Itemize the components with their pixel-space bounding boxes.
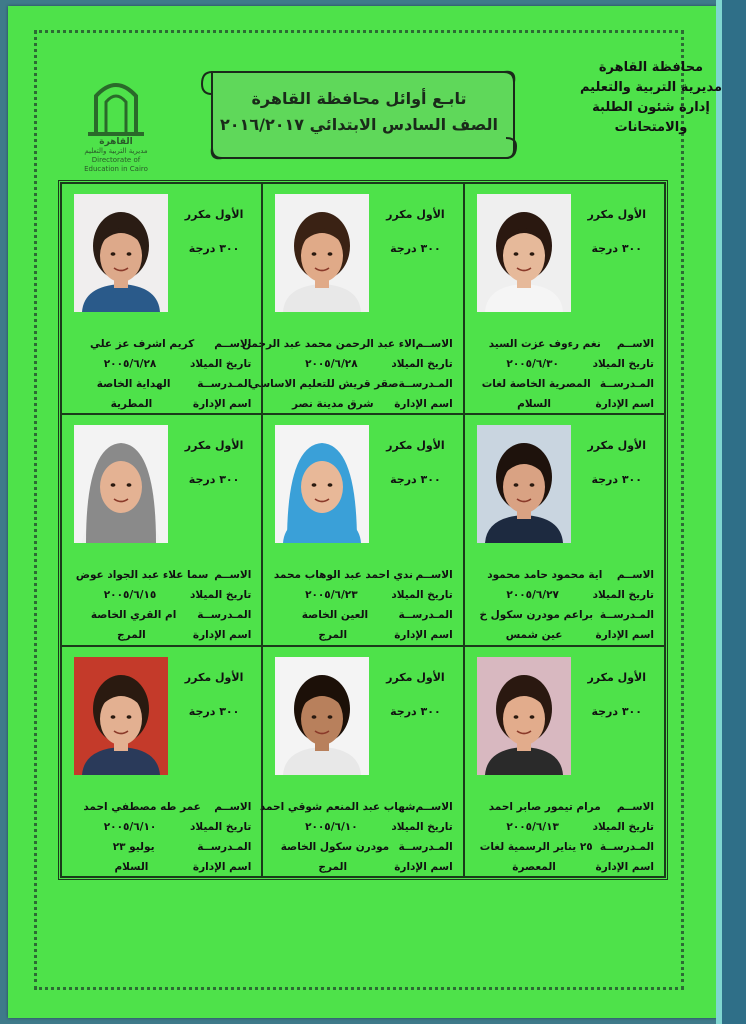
- admin-label: اسم الإدارة: [192, 860, 252, 873]
- birth-row: [473, 585, 654, 605]
- student-portrait-icon: [275, 425, 369, 543]
- school-row: [249, 374, 453, 394]
- title-banner: [198, 62, 520, 162]
- admin-name: السلام: [517, 398, 552, 410]
- birth-label: تاريخ الميلاد: [190, 820, 252, 833]
- student-photo: [477, 425, 571, 543]
- student-card: [61, 646, 262, 877]
- name-label: الاســم: [415, 800, 453, 813]
- rank-label: الأول مكرر: [184, 670, 244, 684]
- name-label: الاســم: [415, 338, 453, 350]
- student-info: [70, 565, 251, 645]
- school-name: المصرية الخاصة لغات: [481, 378, 591, 390]
- birth-date: ٢٠٠٥/٦/٢٣: [305, 589, 358, 602]
- rank-label: الأول مكرر: [587, 208, 646, 221]
- school-name: الهداية الخاصة: [96, 378, 171, 390]
- admin-name: المعصرة: [512, 860, 556, 873]
- student-portrait-icon: [74, 657, 168, 775]
- birth-label: تاريخ الميلاد: [391, 820, 453, 833]
- school-name: ٢٥ يناير الرسمية لغات: [479, 840, 593, 853]
- school-name: العين الخاصة: [301, 609, 369, 622]
- student-photo: [275, 425, 369, 543]
- student-name: سما علاء عبد الجواد عوض: [75, 569, 209, 582]
- student-name: اية محمود حامد محمود: [487, 569, 603, 582]
- school-label: المـدرســة: [197, 378, 252, 390]
- birth-date: ٢٠٠٥/٦/٢٨: [305, 358, 358, 370]
- name-row: [259, 797, 453, 817]
- admin-label: اسم الإدارة: [192, 629, 252, 642]
- student-card: [464, 414, 665, 645]
- birth-date: ٢٠٠٥/٦/١٥: [103, 589, 157, 602]
- admin-row: [271, 857, 452, 877]
- name-row: [70, 334, 251, 354]
- student-portrait-icon: [477, 194, 571, 312]
- student-name: نغم رءوف عزت السيد: [488, 338, 601, 350]
- name-row: [473, 797, 654, 817]
- student-card: [259, 646, 463, 877]
- name-label: الاســم: [214, 569, 252, 582]
- rank-label: الأول مكرر: [386, 670, 445, 684]
- student-photo: [74, 425, 168, 543]
- admin-label: اسم الإدارة: [394, 629, 453, 642]
- student-info: [473, 565, 654, 645]
- birth-label: تاريخ الميلاد: [592, 589, 654, 602]
- student-card: [61, 414, 262, 645]
- rank-label: الأول مكرر: [587, 670, 646, 684]
- school-label: المـدرســة: [599, 840, 654, 853]
- birth-row: [70, 585, 251, 605]
- name-label: الاســم: [415, 569, 453, 582]
- school-name: براعم مودرن سكول خ: [479, 609, 594, 622]
- student-portrait-icon: [275, 194, 369, 312]
- student-card: [262, 414, 463, 645]
- score-label: ٣٠٠ درجة: [188, 242, 240, 255]
- birth-label: تاريخ الميلاد: [391, 358, 453, 370]
- student-info: [473, 334, 654, 414]
- student-name: مرام تيمور صابر احمد: [488, 800, 601, 813]
- student-portrait-icon: [275, 657, 369, 775]
- student-card: [61, 183, 262, 414]
- student-photo: [74, 657, 168, 775]
- school-name: صقر قريش للتعليم الاساسي: [249, 378, 399, 390]
- admin-row: [70, 625, 251, 645]
- birth-row: [473, 817, 654, 837]
- student-name: ندي احمد عبد الوهاب محمد: [273, 569, 413, 582]
- admin-label: اسم الإدارة: [394, 860, 453, 873]
- admin-row: [271, 625, 452, 645]
- student-photo: [275, 657, 369, 775]
- admin-name: المطرية: [110, 398, 153, 410]
- school-row: [70, 374, 251, 394]
- score-label: ٣٠٠ درجة: [390, 473, 441, 487]
- admin-label: اسم الإدارة: [595, 398, 654, 410]
- student-info: [241, 334, 453, 414]
- school-name: ام القري الخاصة: [90, 609, 177, 622]
- rank-label: الأول مكرر: [184, 208, 244, 221]
- name-label: الاســم: [616, 800, 654, 813]
- rank-label: الأول مكرر: [386, 439, 445, 453]
- student-name: الاء عبد الرحمن محمد عبد الرحمن: [241, 338, 416, 350]
- logo-title: القاهرة: [99, 137, 133, 147]
- student-portrait-icon: [74, 194, 168, 312]
- birth-row: [271, 585, 452, 605]
- birth-date: ٢٠٠٥/٦/٢٨: [103, 358, 157, 370]
- admin-label: اسم الإدارة: [595, 860, 654, 873]
- admin-label: اسم الإدارة: [192, 398, 252, 410]
- student-portrait-icon: [477, 425, 571, 543]
- student-info: [271, 565, 452, 645]
- title-line-1: تابـع أوائل محافظة القاهرة: [251, 89, 467, 108]
- department-line: إدارة شئون الطلبة والامتحانات: [592, 100, 710, 135]
- name-row: [70, 565, 251, 585]
- name-row: [70, 797, 251, 817]
- birth-date: ٢٠٠٥/٦/٢٧: [506, 589, 559, 602]
- admin-name: عين شمس: [505, 629, 563, 642]
- admin-label: اسم الإدارة: [595, 629, 654, 642]
- admin-row: [473, 857, 654, 877]
- school-label: المـدرســة: [398, 378, 453, 390]
- score-label: ٣٠٠ درجة: [591, 473, 642, 487]
- student-card: [464, 646, 665, 877]
- score-label: ٣٠٠ درجة: [390, 242, 441, 255]
- school-row: [70, 837, 251, 857]
- name-label: الاســم: [214, 800, 252, 813]
- admin-row: [473, 625, 654, 645]
- admin-name: المرج: [318, 860, 348, 873]
- school-name: مودرن سكول الخاصة: [280, 840, 390, 853]
- name-row: [473, 334, 654, 354]
- title-line-2: الصف السادس الابتدائي ٢٠١٦/٢٠١٧: [220, 115, 498, 134]
- name-label: الاســم: [616, 569, 654, 582]
- school-row: [271, 837, 452, 857]
- birth-row: [271, 354, 452, 374]
- admin-row: [271, 394, 452, 414]
- school-row: [473, 374, 654, 394]
- student-portrait-icon: [74, 425, 168, 543]
- rank-label: الأول مكرر: [587, 439, 646, 453]
- birth-date: ٢٠٠٥/٦/١٠: [305, 820, 358, 833]
- student-name: شهاب عبد المنعم شوقي احمد: [259, 800, 416, 813]
- school-label: المـدرســة: [398, 609, 453, 622]
- student-info: [473, 797, 654, 877]
- birth-date: ٢٠٠٥/٦/١٣: [506, 820, 559, 833]
- birth-row: [271, 817, 452, 837]
- birth-date: ٢٠٠٥/٦/١٠: [103, 820, 157, 833]
- name-row: [473, 565, 654, 585]
- score-label: ٣٠٠ درجة: [591, 704, 642, 718]
- admin-row: [70, 857, 251, 877]
- birth-label: تاريخ الميلاد: [592, 358, 654, 370]
- rank-label: الأول مكرر: [386, 208, 445, 221]
- student-name: كريم اشرف عز علي: [89, 338, 195, 350]
- birth-label: تاريخ الميلاد: [190, 358, 252, 370]
- student-name: عمر طه مصطفي احمد: [83, 800, 201, 813]
- school-name: يوليو ٢٣: [112, 840, 155, 853]
- admin-name: شرق مدينة نصر: [292, 398, 374, 410]
- student-card: [241, 183, 463, 414]
- directorate-block: [576, 58, 726, 138]
- school-label: المـدرســة: [599, 378, 654, 390]
- score-label: ٣٠٠ درجة: [591, 242, 642, 255]
- birth-label: تاريخ الميلاد: [190, 589, 252, 602]
- name-row: [271, 565, 452, 585]
- birth-row: [70, 354, 251, 374]
- birth-label: تاريخ الميلاد: [592, 820, 654, 833]
- student-info: [70, 334, 251, 414]
- student-info: [259, 797, 453, 877]
- student-info: [70, 797, 251, 877]
- student-portrait-icon: [477, 657, 571, 775]
- sheet-edge: [716, 0, 722, 1024]
- student-photo: [477, 657, 571, 775]
- score-label: ٣٠٠ درجة: [390, 704, 441, 718]
- school-label: المـدرســة: [599, 609, 654, 622]
- directorate-line: مديرية التربية والتعليم: [579, 80, 723, 95]
- logo-caption-ar: مديرية التربية والتعليم: [84, 147, 148, 155]
- admin-row: [70, 394, 251, 414]
- school-label: المـدرســة: [197, 840, 252, 853]
- score-label: ٣٠٠ درجة: [188, 473, 240, 487]
- logo-caption: [76, 138, 156, 174]
- student-photo: [275, 194, 369, 312]
- rank-label: الأول مكرر: [184, 439, 244, 453]
- birth-row: [473, 354, 654, 374]
- logo-caption-en: Directorate of Education in Cairo: [84, 156, 148, 173]
- school-row: [271, 605, 452, 625]
- governorate-line: محافظة القاهرة: [598, 60, 704, 75]
- student-photo: [74, 194, 168, 312]
- name-label: الاســم: [616, 338, 654, 350]
- name-row: [241, 334, 453, 354]
- students-grid: [58, 180, 668, 880]
- school-label: المـدرســة: [197, 609, 252, 622]
- student-card: [464, 183, 665, 414]
- student-photo: [477, 194, 571, 312]
- birth-label: تاريخ الميلاد: [391, 589, 453, 602]
- school-row: [473, 605, 654, 625]
- birth-date: ٢٠٠٥/٦/٣٠: [506, 358, 559, 370]
- school-row: [473, 837, 654, 857]
- school-row: [70, 605, 251, 625]
- school-label: المـدرســة: [398, 840, 453, 853]
- admin-name: المرج: [117, 629, 146, 642]
- admin-row: [473, 394, 654, 414]
- birth-row: [70, 817, 251, 837]
- name-label: الاســم: [214, 338, 252, 350]
- admin-name: المرج: [318, 629, 348, 642]
- admin-name: السلام: [114, 860, 149, 873]
- score-label: ٣٠٠ درجة: [188, 704, 240, 718]
- admin-label: اسم الإدارة: [394, 398, 453, 410]
